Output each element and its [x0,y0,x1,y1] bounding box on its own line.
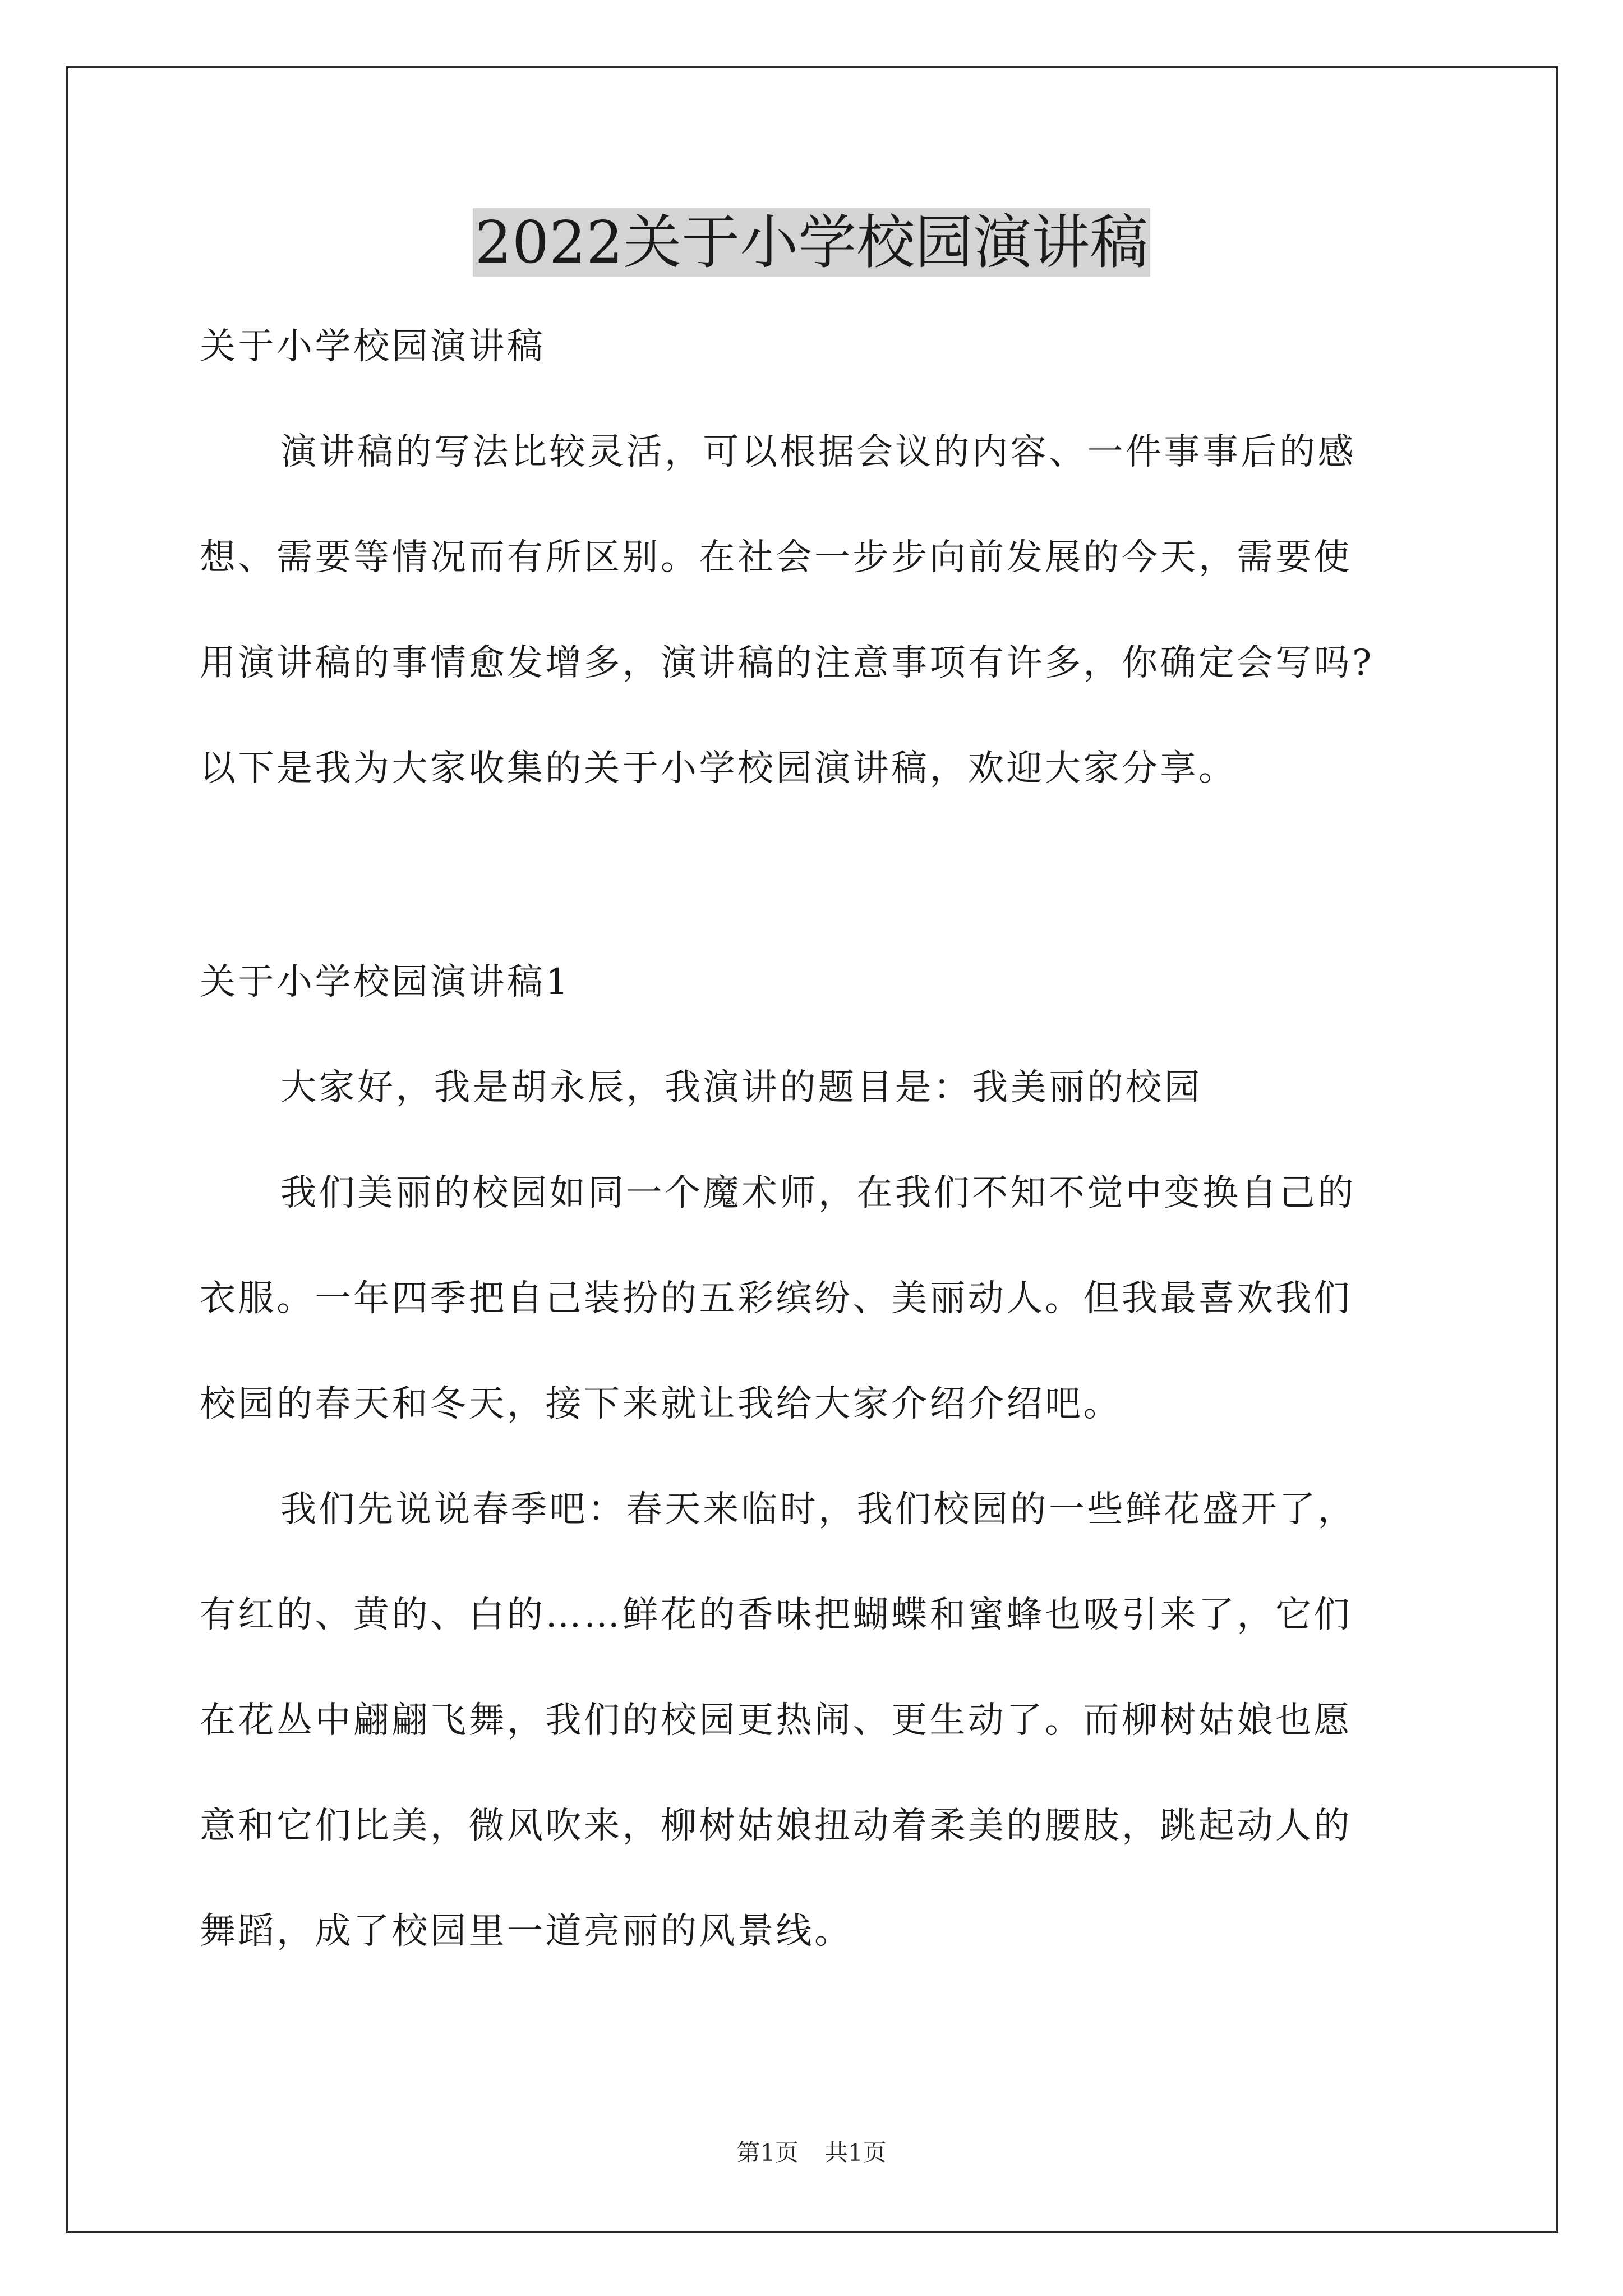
paragraph-line: 衣服。一年四季把自己装扮的五彩缤纷、美丽动人。但我最喜欢我们 [200,1278,1352,1319]
document-title-text: 2022关于小学校园演讲稿 [473,208,1151,277]
page-footer [0,2136,1623,2170]
paragraph-line: 意和它们比美，微风吹来，柳树姑娘扭动着柔美的腰肢，跳起动人的 [200,1805,1352,1847]
paragraph-line: 校园的春天和冬天，接下来就让我给大家介绍介绍吧。 [200,1383,1122,1425]
paragraph-line: 有红的、黄的、白的……鲜花的香味把蝴蝶和蜜蜂也吸引来了，它们 [200,1594,1352,1636]
paragraph-line: 在花丛中翩翩飞舞，我们的校园更热闹、更生动了。而柳树姑娘也愿 [200,1700,1352,1741]
page-total: 共1页 [824,2139,887,2166]
paragraph-line: 演讲稿的写法比较灵活，可以根据会议的内容、一件事事后的感 [280,431,1356,473]
paragraph-line: 我们美丽的校园如同一个魔术师，在我们不知不觉中变换自己的 [280,1172,1356,1214]
paragraph-line: 大家好，我是胡永辰，我演讲的题目是：我美丽的校园 [280,1067,1202,1108]
section-heading: 关于小学校园演讲稿1 [200,961,571,1003]
paragraph-line: 以下是我为大家收集的关于小学校园演讲稿，欢迎大家分享。 [200,748,1237,789]
paragraph-line: 想、需要等情况而有所区别。在社会一步步向前发展的今天，需要使 [200,537,1352,578]
document-title [0,203,1623,282]
page-number: 第1页 [736,2139,799,2166]
paragraph-line: 舞蹈，成了校园里一道亮丽的风景线。 [200,1911,853,1952]
paragraph-line: 我们先说说春季吧：春天来临时，我们校园的一些鲜花盛开了， [280,1489,1356,1530]
paragraph-line: 用演讲稿的事情愈发增多，演讲稿的注意事项有许多，你确定会写吗? [200,642,1374,684]
section-heading: 关于小学校园演讲稿 [200,326,546,367]
